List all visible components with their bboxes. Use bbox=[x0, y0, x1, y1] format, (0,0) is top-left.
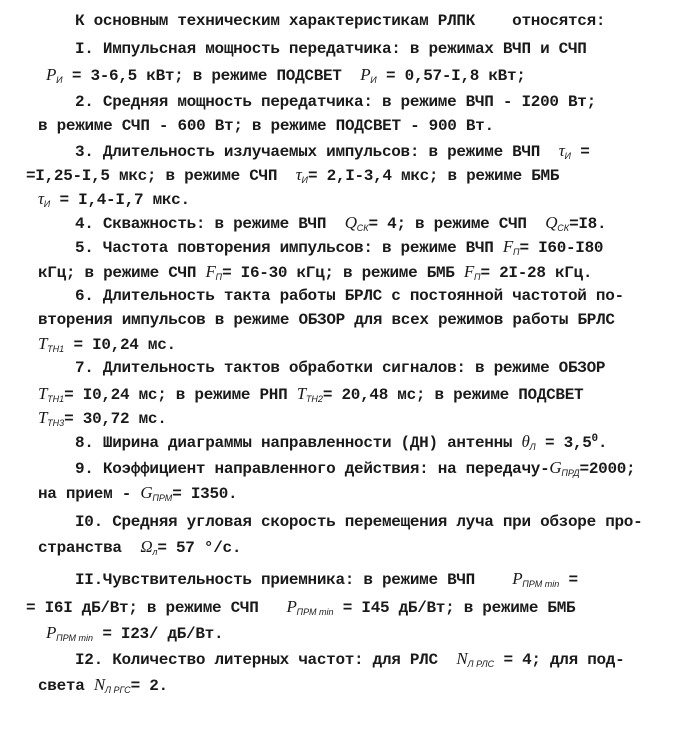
symbol-letter: P bbox=[286, 597, 297, 616]
text-run: 6. Длительность такта работы БРЛС с постоянной частотой по- bbox=[75, 287, 624, 305]
text-run: = 30,72 мс. bbox=[64, 410, 167, 428]
text-line bbox=[26, 166, 559, 188]
symbol-letter: P bbox=[512, 569, 523, 588]
symbol-letter: θ bbox=[521, 432, 530, 451]
math-symbol bbox=[205, 264, 222, 282]
text-line bbox=[38, 335, 176, 357]
text-line bbox=[75, 513, 642, 535]
text-run: = bbox=[570, 143, 590, 161]
text-run: вторения импульсов в режиме ОБЗОР для всех режимов работы БРЛС bbox=[38, 311, 615, 329]
math-symbol bbox=[503, 239, 520, 257]
text-run: I0. Средняя угловая скорость перемещения луча при обзоре про- bbox=[75, 513, 643, 531]
symbol-letter: Q bbox=[545, 213, 558, 232]
text-run: = 3,5 bbox=[535, 434, 592, 452]
text-run: = I6-30 кГц; в режиме БМБ bbox=[222, 264, 464, 282]
symbol-letter: F bbox=[502, 237, 513, 256]
text-run: =I,25-I,5 мкс; в режиме СЧП bbox=[26, 167, 296, 185]
symbol-letter: P bbox=[46, 623, 57, 642]
symbol-subscript: СК bbox=[356, 223, 369, 233]
text-run: = I45 дБ/Вт; в режиме БМБ bbox=[333, 599, 576, 617]
math-symbol bbox=[140, 485, 172, 503]
math-symbol bbox=[38, 336, 64, 354]
symbol-subscript: Л РЛС bbox=[467, 659, 495, 669]
text-run: = I6I дБ/Вт; в режиме СЧП bbox=[26, 599, 287, 617]
math-symbol bbox=[46, 625, 93, 643]
text-line bbox=[75, 142, 590, 164]
symbol-letter: T bbox=[296, 384, 306, 403]
text-run: =2000; bbox=[579, 460, 636, 478]
math-symbol bbox=[345, 215, 369, 233]
text-run: . bbox=[597, 434, 608, 452]
symbol-letter: N bbox=[456, 649, 468, 668]
math-symbol bbox=[140, 539, 157, 557]
math-symbol bbox=[549, 460, 579, 478]
symbol-letter: τ bbox=[558, 141, 565, 160]
symbol-subscript: ПРМ min bbox=[522, 579, 560, 589]
math-symbol bbox=[38, 386, 64, 404]
text-line bbox=[38, 190, 190, 212]
text-run: К основным техническим характеристикам РЛПК относятся: bbox=[75, 12, 606, 30]
symbol-subscript: Л bbox=[529, 442, 536, 452]
text-run: 5. Частота повторения импульсов: в режиме ВЧП bbox=[75, 239, 503, 257]
text-run: на прием - bbox=[38, 485, 141, 503]
symbol-subscript: И bbox=[370, 75, 377, 85]
text-run: = I0,24 мс. bbox=[64, 336, 176, 354]
text-run: = 0,57-I,8 кВт; bbox=[376, 67, 526, 85]
symbol-letter: G bbox=[549, 458, 562, 477]
text-run: = 4; для под- bbox=[494, 651, 625, 669]
text-run: =I8. bbox=[569, 215, 607, 233]
symbol-subscript: ПРД bbox=[561, 468, 580, 478]
math-symbol bbox=[296, 167, 308, 185]
math-symbol bbox=[46, 67, 63, 85]
symbol-letter: Ω bbox=[140, 537, 153, 556]
symbol-letter: T bbox=[38, 408, 48, 427]
text-line bbox=[75, 40, 587, 62]
symbol-subscript: П bbox=[215, 272, 223, 282]
text-line bbox=[75, 459, 635, 481]
symbol-subscript: И bbox=[564, 151, 571, 161]
symbol-letter: T bbox=[38, 334, 48, 353]
text-run: = I,4-I,7 мкс. bbox=[50, 191, 190, 209]
text-line bbox=[75, 570, 578, 592]
text-line bbox=[75, 359, 605, 381]
math-symbol bbox=[512, 571, 559, 589]
math-symbol bbox=[545, 215, 569, 233]
symbol-letter: τ bbox=[295, 165, 302, 184]
symbol-letter: F bbox=[463, 262, 474, 281]
text-line bbox=[38, 409, 167, 431]
text-run: 4. Скважность: в режиме ВЧП bbox=[75, 215, 345, 233]
text-run: странства bbox=[38, 539, 141, 557]
math-symbol bbox=[456, 651, 494, 669]
symbol-subscript: ПРМ min bbox=[56, 633, 94, 643]
math-symbol bbox=[94, 677, 131, 695]
text-line bbox=[38, 538, 241, 560]
text-run: = 20,48 мс; в режиме ПОДСВЕТ bbox=[322, 386, 584, 404]
math-symbol bbox=[38, 191, 50, 209]
text-line bbox=[38, 311, 615, 333]
text-line bbox=[75, 238, 603, 260]
symbol-letter: Q bbox=[344, 213, 357, 232]
text-line bbox=[75, 214, 606, 236]
text-line bbox=[75, 650, 624, 672]
text-line bbox=[46, 624, 223, 646]
text-run: II.Чувствительность приемника: в режиме ВЧП bbox=[75, 571, 513, 589]
text-run: = I0,24 мс; в режиме РНП bbox=[64, 386, 297, 404]
symbol-subscript: СК bbox=[557, 223, 570, 233]
symbol-subscript: И bbox=[43, 199, 51, 209]
text-line bbox=[75, 433, 607, 455]
math-symbol bbox=[464, 264, 481, 282]
math-symbol bbox=[360, 67, 377, 85]
symbol-subscript: л bbox=[152, 547, 158, 557]
symbol-letter: N bbox=[93, 675, 105, 694]
symbol-subscript: ТН3 bbox=[47, 418, 65, 428]
text-run: = I23/ дБ/Вт. bbox=[93, 625, 224, 643]
math-symbol bbox=[297, 386, 323, 404]
text-run: 8. Ширина диаграммы направленности (ДН) антенны bbox=[75, 434, 522, 452]
symbol-subscript: ТН2 bbox=[305, 394, 323, 404]
text-line bbox=[38, 117, 494, 139]
text-line bbox=[75, 287, 624, 309]
math-symbol bbox=[286, 599, 333, 617]
symbol-subscript: И bbox=[301, 175, 308, 185]
text-line bbox=[38, 676, 168, 698]
text-run: 7. Длительность тактов обработки сигналов: в режиме ОБЗОР bbox=[75, 359, 606, 377]
math-symbol bbox=[38, 410, 64, 428]
text-run: кГц; в режиме СЧП bbox=[38, 264, 206, 282]
text-run: в режиме СЧП - 600 Вт; в режиме ПОДСВЕТ - 900 Вт. bbox=[38, 117, 494, 135]
text-line bbox=[46, 66, 526, 88]
text-run: 2. Средняя мощность передатчика: в режиме ВЧП - I200 Вт; bbox=[75, 93, 596, 111]
symbol-subscript: ПРМ bbox=[152, 493, 173, 503]
text-run: I. Импульсная мощность передатчика: в режимах ВЧП и СЧП bbox=[75, 40, 587, 58]
text-run: = I60-I80 bbox=[519, 239, 604, 257]
text-run: = I350. bbox=[172, 485, 238, 503]
text-run: I2. Количество литерных частот: для РЛС bbox=[75, 651, 457, 669]
math-symbol bbox=[559, 143, 571, 161]
text-line bbox=[75, 93, 596, 115]
text-run: = 57 °/с. bbox=[157, 539, 242, 557]
symbol-subscript: ПРМ min bbox=[296, 607, 334, 617]
symbol-subscript: И bbox=[56, 75, 63, 85]
text-run: = 2. bbox=[130, 677, 168, 695]
symbol-subscript: П bbox=[512, 247, 520, 257]
symbol-letter: F bbox=[205, 262, 216, 281]
text-line bbox=[38, 263, 592, 285]
text-run: 3. Длительность излучаемых импульсов: в режиме ВЧП bbox=[75, 143, 559, 161]
text-line bbox=[75, 12, 605, 34]
symbol-letter: T bbox=[38, 384, 48, 403]
symbol-letter: τ bbox=[38, 189, 44, 208]
math-symbol bbox=[521, 434, 535, 452]
text-run: = 2,I-3,4 мкс; в режиме БМБ bbox=[308, 167, 560, 185]
symbol-letter: P bbox=[46, 65, 57, 84]
superscript: 0 bbox=[591, 433, 598, 445]
text-run: света bbox=[38, 677, 94, 695]
text-line bbox=[26, 598, 575, 620]
text-run: = 2I-28 кГц. bbox=[480, 264, 593, 282]
text-run: = 3-6,5 кВт; в режиме ПОДСВЕТ bbox=[62, 67, 361, 85]
symbol-subscript: Л РГС bbox=[104, 685, 131, 695]
text-run: 9. Коэффициент направленного действия: на передачу- bbox=[75, 460, 550, 478]
text-line bbox=[38, 484, 237, 506]
text-line bbox=[38, 385, 583, 407]
symbol-subscript: П bbox=[474, 272, 481, 282]
text-run: = 4; в режиме СЧП bbox=[368, 215, 546, 233]
symbol-letter: G bbox=[140, 483, 153, 502]
symbol-letter: P bbox=[360, 65, 371, 84]
symbol-subscript: ТН1 bbox=[47, 344, 65, 354]
text-run: = bbox=[559, 571, 578, 589]
symbol-subscript: ТН1 bbox=[47, 394, 65, 404]
